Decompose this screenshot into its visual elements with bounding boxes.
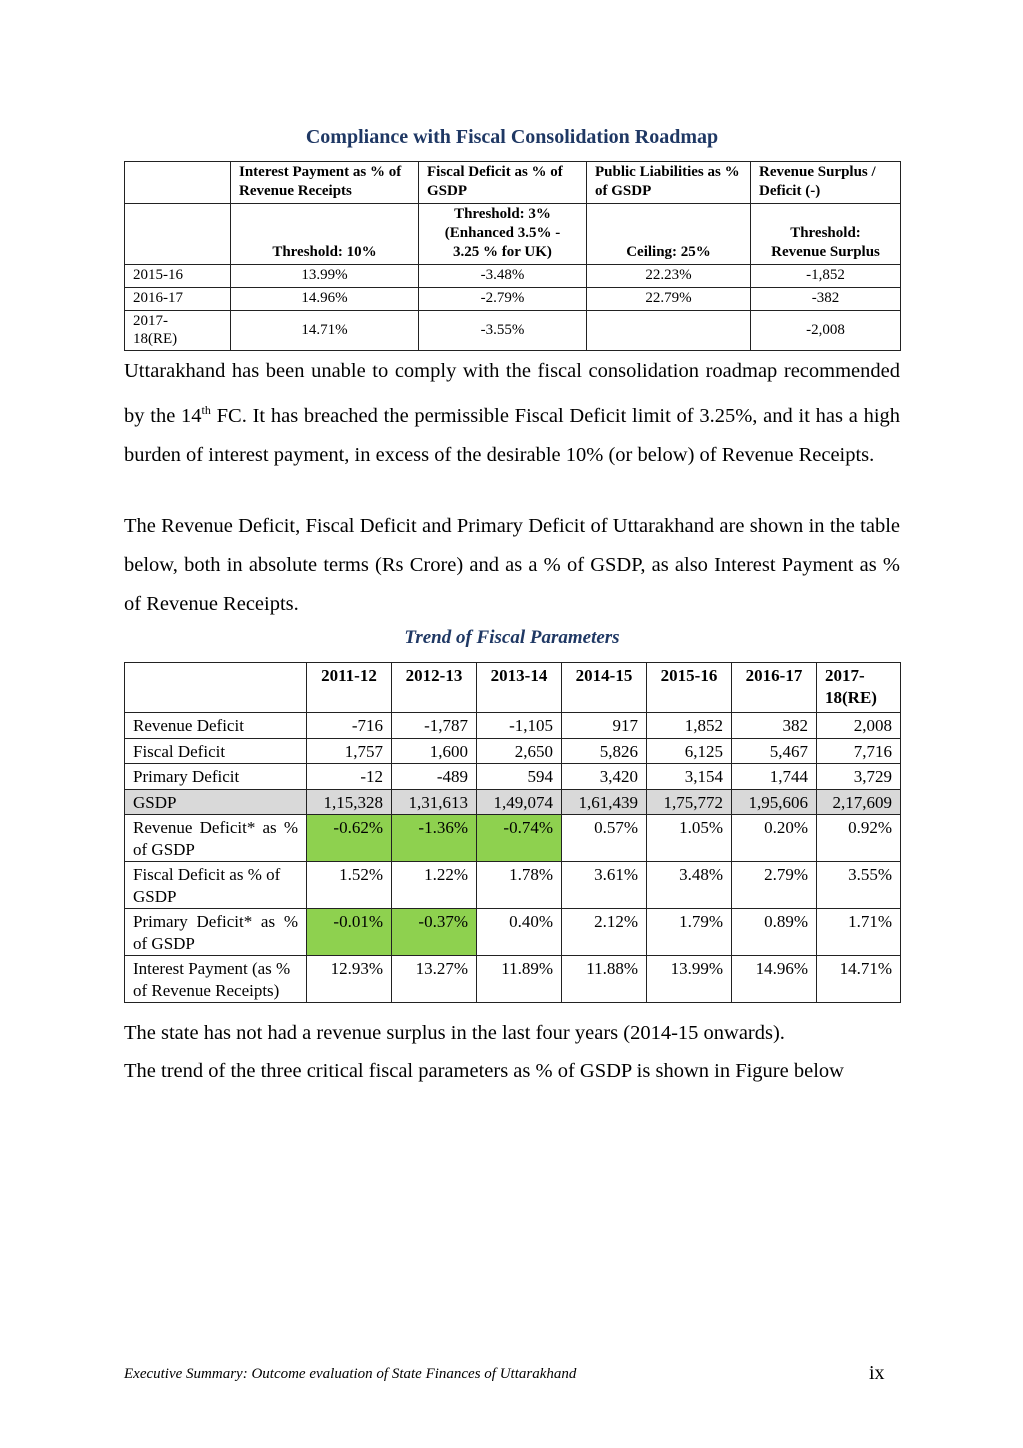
trend-value-cell: 3.48%	[647, 862, 732, 909]
trend-value-cell: 1.52%	[307, 862, 392, 909]
paragraph-compliance-start: Uttarakhand has been unable to comply with the fiscal consolidation roadmap recommended by the 14	[124, 360, 900, 427]
trend-value-cell: 1,744	[732, 764, 817, 790]
trend-corner-cell	[125, 663, 307, 713]
roadmap-year	[125, 311, 231, 351]
trend-row	[125, 956, 901, 1003]
trend-value-cell: 3,729	[817, 764, 901, 790]
paragraph-compliance	[124, 352, 900, 475]
trend-value-cell: 2,650	[477, 738, 562, 764]
trend-value-cell: -0.62%	[307, 815, 392, 862]
trend-value-cell: 3.61%	[562, 862, 647, 909]
trend-value-cell: 1.79%	[647, 909, 732, 956]
trend-table	[124, 662, 901, 1003]
trend-row	[125, 789, 901, 815]
year-header: 2017-18(RE)	[817, 663, 901, 713]
threshold-fiscal-line3: 3.25 % for UK)	[453, 244, 552, 260]
trend-value-cell: -1,787	[392, 713, 477, 739]
trend-row-label: Fiscal Deficit as % of GSDP	[125, 862, 307, 909]
trend-value-cell: 5,467	[732, 738, 817, 764]
trend-value-cell: 0.92%	[817, 815, 901, 862]
trend-value-cell: 1,61,439	[562, 789, 647, 815]
trend-value-cell: 917	[562, 713, 647, 739]
roadmap-liabilities-value: 22.23%	[587, 265, 751, 288]
trend-value-cell: 1,49,074	[477, 789, 562, 815]
roadmap-year-line1: 2017-	[133, 313, 168, 329]
roadmap-fiscal-value: -2.79%	[419, 288, 587, 311]
threshold-revenue-line2: Revenue Surplus	[771, 244, 880, 260]
roadmap-header-interest: Interest Payment as % of Revenue Receipts	[231, 162, 419, 204]
roadmap-fiscal-value: -3.55%	[419, 311, 587, 351]
year-header: 2016-17	[732, 663, 817, 713]
roadmap-header-fiscal: Fiscal Deficit as % of GSDP	[419, 162, 587, 204]
trend-row-label: Revenue Deficit	[125, 713, 307, 739]
roadmap-fiscal-value: -3.48%	[419, 265, 587, 288]
trend-value-cell: 1.71%	[817, 909, 901, 956]
roadmap-row-2017-18	[125, 311, 901, 351]
trend-row	[125, 764, 901, 790]
trend-value-cell: 11.89%	[477, 956, 562, 1003]
roadmap-year: 2015-16	[125, 265, 231, 288]
trend-value-cell: 1.05%	[647, 815, 732, 862]
trend-value-cell: 0.40%	[477, 909, 562, 956]
trend-row-label: Fiscal Deficit	[125, 738, 307, 764]
trend-value-cell: 382	[732, 713, 817, 739]
trend-value-cell: 14.96%	[732, 956, 817, 1003]
trend-value-cell: 3,154	[647, 764, 732, 790]
trend-value-cell: 7,716	[817, 738, 901, 764]
threshold-fiscal	[419, 204, 587, 265]
roadmap-header-revenue: Revenue Surplus / Deficit (-)	[751, 162, 901, 204]
trend-value-cell: 2.79%	[732, 862, 817, 909]
trend-row-label: Interest Payment (as % of Revenue Receipts)	[125, 956, 307, 1003]
superscript-th: th	[201, 403, 211, 417]
roadmap-corner-cell	[125, 162, 231, 204]
paragraph-revenue-surplus: The state has not had a revenue surplus in the last four years (2014-15 onwards).	[124, 1022, 785, 1044]
trend-value-cell: 11.88%	[562, 956, 647, 1003]
trend-value-cell: 594	[477, 764, 562, 790]
trend-value-cell: 1,600	[392, 738, 477, 764]
trend-value-cell: -716	[307, 713, 392, 739]
trend-row	[125, 909, 901, 956]
trend-row	[125, 862, 901, 909]
paragraph-compliance-end: FC. It has breached the permissible Fiscal Deficit limit of 3.25%, and it has a high burden of interest payment, in excess of the desirable 10% (or below) of Revenue Receipts.	[124, 404, 901, 466]
threshold-liabilities: Ceiling: 25%	[587, 204, 751, 265]
roadmap-header-liabilities: Public Liabilities as % of GSDP	[587, 162, 751, 204]
year-header: 2014-15	[562, 663, 647, 713]
roadmap-interest-value: 14.71%	[231, 311, 419, 351]
trend-value-cell: -12	[307, 764, 392, 790]
roadmap-threshold-row	[125, 204, 901, 265]
roadmap-row-2016-17	[125, 288, 901, 311]
threshold-fiscal-line1: Threshold: 3%	[454, 206, 551, 222]
trend-row-label: GSDP	[125, 789, 307, 815]
footer-text: Executive Summary: Outcome evaluation of State Finances of Uttarakhand	[124, 1366, 577, 1382]
trend-value-cell: 1,15,328	[307, 789, 392, 815]
trend-value-cell: -1,105	[477, 713, 562, 739]
trend-value-cell: 6,125	[647, 738, 732, 764]
trend-value-cell: 2,008	[817, 713, 901, 739]
trend-value-cell: 1,852	[647, 713, 732, 739]
trend-value-cell: 1,95,606	[732, 789, 817, 815]
trend-value-cell: 13.99%	[647, 956, 732, 1003]
trend-value-cell: 5,826	[562, 738, 647, 764]
trend-row-label: Primary Deficit	[125, 764, 307, 790]
trend-body	[125, 713, 901, 1003]
trend-value-cell: 12.93%	[307, 956, 392, 1003]
roadmap-revenue-value: -2,008	[751, 311, 901, 351]
trend-value-cell: 3.55%	[817, 862, 901, 909]
roadmap-threshold-corner	[125, 204, 231, 265]
page-number: ix	[869, 1362, 885, 1384]
trend-value-cell: 1.22%	[392, 862, 477, 909]
trend-value-cell: -0.01%	[307, 909, 392, 956]
trend-row-label: Revenue Deficit* as % of GSDP	[125, 815, 307, 862]
trend-value-cell: 0.89%	[732, 909, 817, 956]
trend-value-cell: -0.74%	[477, 815, 562, 862]
paragraph-figure-intro: The trend of the three critical fiscal parameters as % of GSDP is shown in Figure below	[124, 1060, 844, 1082]
year-header: 2015-16	[647, 663, 732, 713]
roadmap-year: 2016-17	[125, 288, 231, 311]
trend-value-cell: 0.20%	[732, 815, 817, 862]
year-header: 2012-13	[392, 663, 477, 713]
trend-value-cell: 0.57%	[562, 815, 647, 862]
year-header: 2013-14	[477, 663, 562, 713]
roadmap-table	[124, 161, 901, 351]
roadmap-interest-value: 14.96%	[231, 288, 419, 311]
trend-value-cell: 2.12%	[562, 909, 647, 956]
trend-row-label: Primary Deficit* as % of GSDP	[125, 909, 307, 956]
trend-value-cell: -0.37%	[392, 909, 477, 956]
trend-value-cell: 14.71%	[817, 956, 901, 1003]
roadmap-year-line2: 18(RE)	[133, 331, 178, 347]
trend-value-cell: 13.27%	[392, 956, 477, 1003]
trend-row	[125, 815, 901, 862]
year-header: 2011-12	[307, 663, 392, 713]
trend-title: Trend of Fiscal Parameters	[404, 627, 620, 648]
roadmap-liabilities-value: 22.79%	[587, 288, 751, 311]
threshold-revenue	[751, 204, 901, 265]
paragraph-table-intro: The Revenue Deficit, Fiscal Deficit and Primary Deficit of Uttarakhand are shown in the table below, both in absolute terms (Rs Crore) and as a % of GSDP, as also Interest Payment as % of Revenue Receipts.	[124, 515, 900, 615]
threshold-revenue-line1: Threshold:	[790, 225, 861, 241]
trend-header-row	[125, 663, 901, 713]
trend-value-cell: 1.78%	[477, 862, 562, 909]
roadmap-title: Compliance with Fiscal Consolidation Roadmap	[305, 126, 719, 148]
trend-value-cell: -489	[392, 764, 477, 790]
trend-row	[125, 738, 901, 764]
roadmap-liabilities-value	[587, 311, 751, 351]
roadmap-revenue-value: -1,852	[751, 265, 901, 288]
trend-value-cell: -1.36%	[392, 815, 477, 862]
trend-value-cell: 3,420	[562, 764, 647, 790]
trend-value-cell: 1,31,613	[392, 789, 477, 815]
roadmap-revenue-value: -382	[751, 288, 901, 311]
trend-value-cell: 2,17,609	[817, 789, 901, 815]
roadmap-header-row	[125, 162, 901, 204]
roadmap-row-2015-16	[125, 265, 901, 288]
threshold-interest: Threshold: 10%	[231, 204, 419, 265]
trend-value-cell: 1,757	[307, 738, 392, 764]
roadmap-interest-value: 13.99%	[231, 265, 419, 288]
trend-row	[125, 713, 901, 739]
trend-value-cell: 1,75,772	[647, 789, 732, 815]
threshold-fiscal-line2: (Enhanced 3.5% -	[444, 225, 561, 241]
